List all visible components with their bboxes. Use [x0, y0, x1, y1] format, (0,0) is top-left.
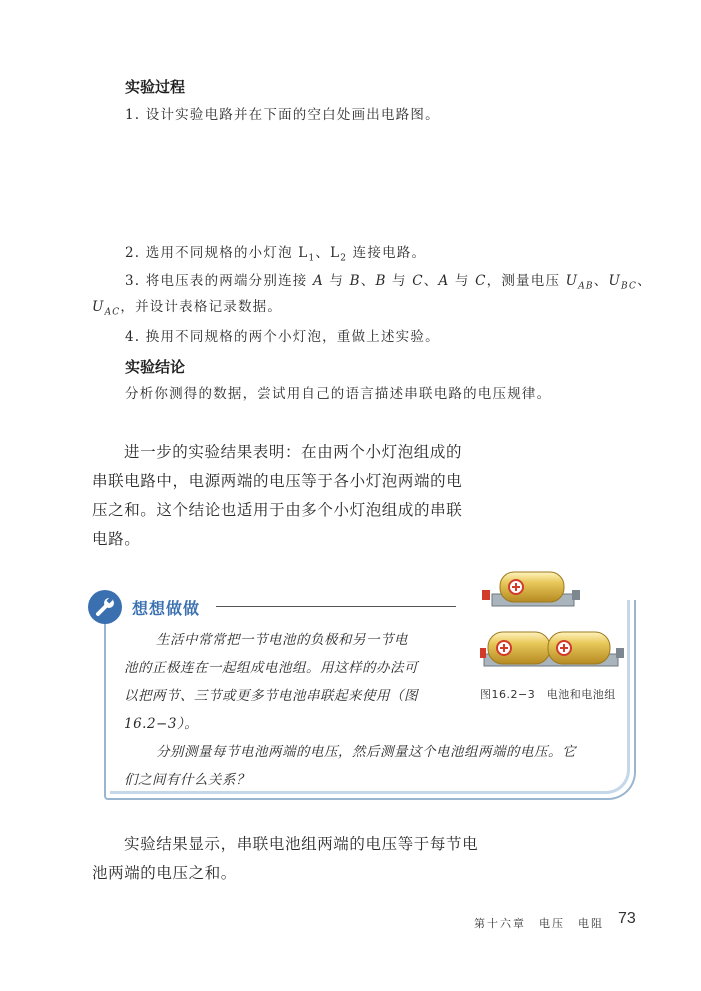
s3l: C	[475, 273, 487, 289]
step-2-post: 连接电路。	[347, 245, 427, 261]
title-rule	[216, 606, 456, 607]
s3b: A	[312, 273, 324, 289]
chapter-footer: 第十六章 电压 电阻	[474, 917, 604, 930]
sep1: 、	[593, 273, 609, 289]
wrench-icon	[88, 590, 122, 624]
step-2-pre: 2. 选用不同规格的小灯泡 L	[125, 245, 309, 261]
sidebar-line: 以把两节、三节或更多节电池串联起来使用（图	[124, 688, 418, 704]
sep2: 、	[637, 273, 652, 289]
step-1: 1. 设计实验电路并在下面的空白处画出电路图。	[125, 107, 440, 123]
sidebar-text2	[124, 738, 624, 794]
u-ac-sub: AC	[104, 307, 121, 318]
para1-line: 进一步的实验结果表明：在由两个小灯泡组成的	[124, 443, 463, 461]
sidebar-line: 16.2−3）。	[124, 716, 199, 732]
page-number: 73	[618, 910, 636, 927]
u-ab-sub: AB	[578, 281, 594, 292]
paragraph-result	[92, 438, 512, 554]
heading-experiment-conclusion: 实验结论	[125, 358, 186, 376]
s3d: B	[349, 273, 361, 289]
s3g: 与	[386, 273, 413, 289]
step-3-line2-text: ，并设计表格记录数据。	[120, 299, 283, 315]
s3e: 、	[360, 273, 376, 289]
sidebar-line: 们之间有什么关系？	[124, 772, 250, 788]
s3m: ，测量电压	[486, 273, 566, 289]
u-ac: U	[92, 299, 105, 315]
step-2-sub1: 1	[308, 253, 316, 264]
figure-caption: 图16.2−3 电池和电池组	[480, 688, 616, 701]
sidebar-title: 想想做做	[132, 599, 201, 618]
sidebar-line: 生活中常常把一节电池的负极和另一节电	[156, 632, 408, 648]
s3f: B	[375, 273, 387, 289]
s3k: 与	[449, 273, 476, 289]
para2-line: 实验结果显示，串联电池组两端的电压等于每节电	[124, 835, 479, 853]
s3a: 3. 将电压表的两端分别连接	[125, 273, 313, 289]
s3i: 、	[423, 273, 439, 289]
u-bc-sub: BC	[621, 281, 638, 292]
step-3-line2	[92, 296, 282, 324]
para1-line: 电路。	[92, 530, 141, 548]
u-bc: U	[608, 273, 622, 289]
sidebar-text	[124, 626, 469, 738]
sidebar-line: 分别测量每节电池两端的电压，然后测量这个电池组两端的电压。它	[156, 744, 576, 760]
step-2-sub2: 2	[340, 253, 348, 264]
para2-line: 池两端的电压之和。	[92, 864, 237, 882]
step-4: 4. 换用不同规格的两个小灯泡，重做上述实验。	[125, 329, 440, 345]
step-2	[125, 242, 426, 270]
step-2-mid: 、L	[315, 245, 341, 261]
s3c: 与	[323, 273, 350, 289]
para1-line: 串联电路中，电源两端的电压等于各小灯泡两端的电	[92, 472, 463, 490]
s3h: C	[412, 273, 424, 289]
paragraph-result-2	[92, 830, 512, 888]
battery-figure	[480, 568, 630, 678]
s3j: A	[438, 273, 450, 289]
sidebar-line: 池的正极连在一起组成电池组。用这样的办法可	[124, 660, 418, 676]
single-battery-icon	[482, 572, 580, 606]
u-ab: U	[565, 273, 579, 289]
heading-experiment-process: 实验过程	[125, 78, 186, 96]
para1-line: 压之和。这个结论也适用于由多个小灯泡组成的串联	[92, 501, 463, 519]
step-3-line1	[125, 270, 652, 298]
conclusion-text: 分析你测得的数据，尝试用自己的语言描述串联电路的电压规律。	[125, 386, 552, 402]
battery-pack-icon	[480, 632, 624, 666]
